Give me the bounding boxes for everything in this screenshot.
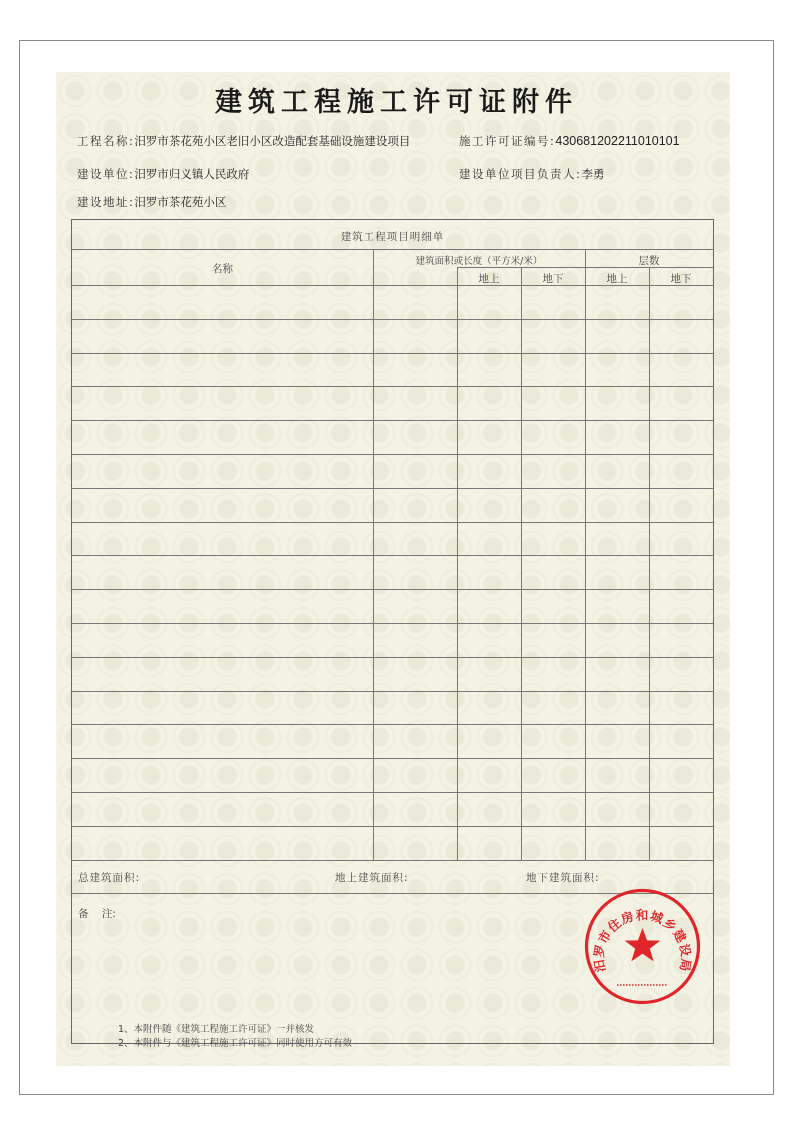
permit-number-label: 施工许可证编号:: [459, 134, 556, 148]
table-row: [72, 555, 713, 589]
table-row: [72, 691, 713, 725]
row-line: [72, 860, 713, 861]
table-row: [72, 623, 713, 657]
table-row: [72, 353, 713, 387]
project-name-field: [77, 133, 410, 149]
table-row: [72, 522, 713, 556]
address-value: 汨罗市茶花苑小区: [134, 195, 227, 209]
builder-label: 建设单位:: [77, 167, 135, 181]
total-area-label: 总建筑面积:: [78, 872, 141, 884]
permit-number-field: [459, 133, 680, 149]
address-field: [77, 194, 226, 210]
area-above-header: 地上: [478, 273, 500, 285]
permit-number-value: 430681202211010101: [555, 134, 680, 148]
builder-value: 汨罗市归义镇人民政府: [134, 167, 250, 181]
floors-below-header: 地下: [670, 273, 692, 285]
project-name-label: 工程名称:: [77, 134, 135, 148]
above-area-label: 地上建筑面积:: [335, 872, 409, 884]
table-row: [72, 589, 713, 623]
project-name-value: 汨罗市茶花苑小区老旧小区改造配套基础设施建设项目: [134, 134, 411, 148]
project-manager-field: [459, 166, 604, 182]
note-1: 1、本附件随《建筑工程施工许可证》一并核发: [118, 1024, 315, 1035]
area-below-header: 地下: [542, 273, 564, 285]
table-row: [72, 792, 713, 826]
table-row: [72, 657, 713, 691]
table-divider: [72, 249, 713, 250]
below-area-label: 地下建筑面积:: [526, 872, 600, 884]
remarks-label: 备 注:: [78, 908, 116, 920]
table-row: [72, 724, 713, 758]
address-label: 建设地址:: [77, 195, 135, 209]
table-row: [72, 488, 713, 522]
table-row: [72, 454, 713, 488]
table-row: [72, 386, 713, 420]
seal-text: 汨罗市住房和城乡建设局: [591, 907, 694, 974]
table-caption: 建筑工程项目明细单: [340, 231, 445, 243]
table-row: [72, 319, 713, 353]
project-manager-value: 李勇: [581, 167, 605, 181]
table-row: [72, 420, 713, 454]
table-row: [72, 758, 713, 792]
builder-field: [77, 166, 249, 182]
table-row: [72, 826, 713, 860]
name-header: 名称: [212, 263, 233, 275]
star-icon: [625, 928, 661, 961]
document-title: 建筑工程施工许可证附件: [215, 87, 578, 118]
official-seal: [584, 888, 701, 1005]
table-row: [72, 285, 713, 319]
area-header: 建筑面积或长度（平方米/米）: [415, 256, 543, 267]
project-manager-label: 建设单位项目负责人:: [459, 167, 582, 181]
floors-above-header: 地上: [606, 273, 628, 285]
note-2: 2、本附件与《建筑工程施工许可证》同时使用方可有效: [118, 1038, 353, 1049]
floors-header: 层数: [638, 255, 660, 267]
